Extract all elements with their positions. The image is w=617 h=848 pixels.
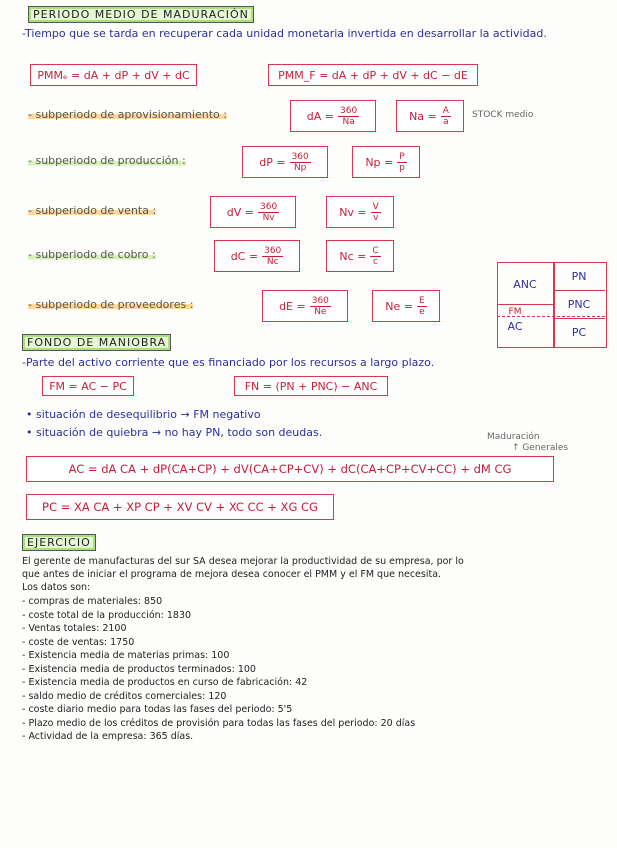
fraction-denominator: a: [443, 116, 449, 127]
subperiod-label: - subperiodo de cobro :: [28, 248, 156, 261]
subperiod-rotation-formula: [396, 100, 464, 132]
section-title-fm: FONDO DE MANIOBRA: [22, 334, 171, 351]
exercise-intro-2: que antes de iniciar el programa de mejora desea conocer el PMM y el FM que necesita.: [22, 569, 442, 580]
fraction: [397, 152, 406, 173]
balance-ac: AC: [507, 319, 523, 333]
fraction-numerator: A: [442, 105, 449, 116]
exercise-data-item: - Existencia media de materias primas: 100: [22, 650, 230, 661]
exercise-intro-3: Los datos son:: [22, 582, 91, 593]
exercise-data-item: - Actividad de la empresa: 365 días.: [22, 731, 194, 742]
fraction: [338, 106, 359, 127]
fraction-numerator: 360: [264, 245, 282, 256]
fraction-numerator: E: [419, 295, 425, 306]
subperiod-label: - subperiodo de venta :: [28, 204, 157, 217]
subperiod-duration-formula: [214, 240, 300, 272]
formula-lhs: Ne =: [385, 299, 414, 313]
fraction-numerator: V: [372, 201, 379, 212]
fraction-numerator: 360: [340, 105, 358, 116]
fraction-numerator: 360: [311, 295, 329, 306]
exercise-data-item: - coste de ventas: 1750: [22, 636, 135, 648]
subperiod-rotation-formula: [372, 290, 440, 322]
subperiod-rotation-formula: [326, 240, 394, 272]
fraction: [371, 202, 381, 223]
subperiod-label: - subperiodo de proveedores :: [28, 298, 194, 311]
subperiod-duration-formula: [290, 100, 376, 132]
exercise-data-item: - Plazo medio de los créditos de provisión para todas las fases del periodo: 20 días: [22, 717, 416, 729]
formula-lhs: dC =: [230, 249, 259, 263]
balance-anc: ANC: [513, 277, 537, 291]
section-title-pmm: PERIODO MEDIO DE MADURACIÓN: [28, 6, 254, 23]
fraction-denominator: Ne: [314, 306, 327, 317]
formula-lhs: dV =: [226, 205, 255, 219]
balance-pn: PN: [571, 269, 587, 283]
fraction-numerator: 360: [260, 201, 278, 212]
subperiod-duration-formula: [210, 196, 296, 228]
fraction: [290, 152, 311, 173]
subperiod-duration-formula: [242, 146, 328, 178]
fm-formula-1: FM = AC − PC: [42, 376, 134, 396]
formula-lhs: Nc =: [339, 249, 367, 263]
formula-lhs: dP =: [259, 155, 286, 169]
fraction-numerator: 360: [291, 151, 309, 162]
subperiod-rotation-formula: [326, 196, 394, 228]
formula-lhs: dE =: [279, 299, 306, 313]
balance-pc: PC: [571, 325, 587, 339]
fraction-denominator: p: [399, 162, 405, 173]
fraction-numerator: C: [372, 245, 379, 256]
fraction-denominator: Na: [342, 116, 355, 127]
fraction: [441, 106, 451, 127]
fraction-denominator: Nv: [262, 212, 275, 223]
fraction-denominator: Np: [293, 162, 307, 173]
balance-divider-left: [497, 304, 553, 305]
exercise-data-item: - Existencia media de productos terminados: 100: [22, 663, 256, 675]
formula-lhs: dA =: [306, 109, 335, 123]
pmm-financial-formula: PMM_F = dA + dP + dV + dC − dE: [268, 64, 478, 86]
generales-note: ↑ Generales: [512, 443, 569, 453]
fraction-denominator: c: [373, 256, 378, 267]
stock-note: STOCK medio: [472, 110, 534, 120]
balance-pnc: PNC: [567, 297, 591, 311]
balance-fm: FM: [508, 307, 522, 317]
maduracion-note: Maduración: [487, 432, 540, 442]
fraction-denominator: e: [419, 306, 425, 317]
formula-lhs: Na =: [409, 109, 437, 123]
section-title-exercise: EJERCICIO: [22, 534, 96, 551]
formula-lhs: Np =: [365, 155, 394, 169]
fraction: [258, 202, 279, 223]
exercise-data-item: - Existencia media de productos en curso de fabricación: 42: [22, 677, 308, 688]
ac-formula: AC = dA CA + dP(CA+CP) + dV(CA+CP+CV) + dC(CA+CP+CV+CC) + dM CG: [26, 456, 554, 482]
fraction: [262, 246, 283, 267]
fraction-numerator: P: [399, 151, 405, 162]
exercise-data-item: - coste diario medio para todas las fases del periodo: 5'5: [22, 704, 293, 715]
formula-lhs: Nv =: [339, 205, 367, 219]
exercise-data-item: - compras de materiales: 850: [22, 596, 163, 607]
pmm-economic-formula: PMMₑ = dA + dP + dV + dC: [30, 64, 197, 86]
fm-bullet-bankruptcy: • situación de quiebra → no hay PN, todo son deudas.: [26, 426, 323, 439]
fraction: [417, 296, 427, 317]
fraction: [370, 246, 380, 267]
fm-formula-2: FN = (PN + PNC) − ANC: [234, 376, 388, 396]
pmm-definition: -Tiempo que se tarda en recuperar cada unidad monetaria invertida en desarrollar la actividad.: [22, 27, 547, 40]
fraction-denominator: Nc: [266, 256, 279, 267]
subperiod-rotation-formula: [352, 146, 420, 178]
subperiod-label: - subperiodo de producción :: [28, 154, 186, 167]
exercise-data-item: - saldo medio de créditos comerciales: 120: [22, 690, 227, 702]
exercise-data-item: - coste total de la producción: 1830: [22, 609, 192, 621]
fraction-denominator: v: [373, 212, 379, 223]
pc-formula: PC = XA CA + XP CP + XV CV + XC CC + XG CG: [26, 494, 334, 520]
fm-definition: -Parte del activo corriente que es financiado por los recursos a largo plazo.: [22, 356, 435, 369]
fraction: [310, 296, 331, 317]
subperiod-duration-formula: [262, 290, 348, 322]
subperiod-label: - subperiodo de aprovisionamiento :: [28, 108, 227, 121]
exercise-intro-1: El gerente de manufacturas del sur SA desea mejorar la productividad de su empresa, por lo: [22, 556, 464, 567]
exercise-data-item: - Ventas totales: 2100: [22, 623, 127, 634]
fm-bullet-imbalance: • situación de desequilibrio → FM negativo: [26, 408, 261, 421]
